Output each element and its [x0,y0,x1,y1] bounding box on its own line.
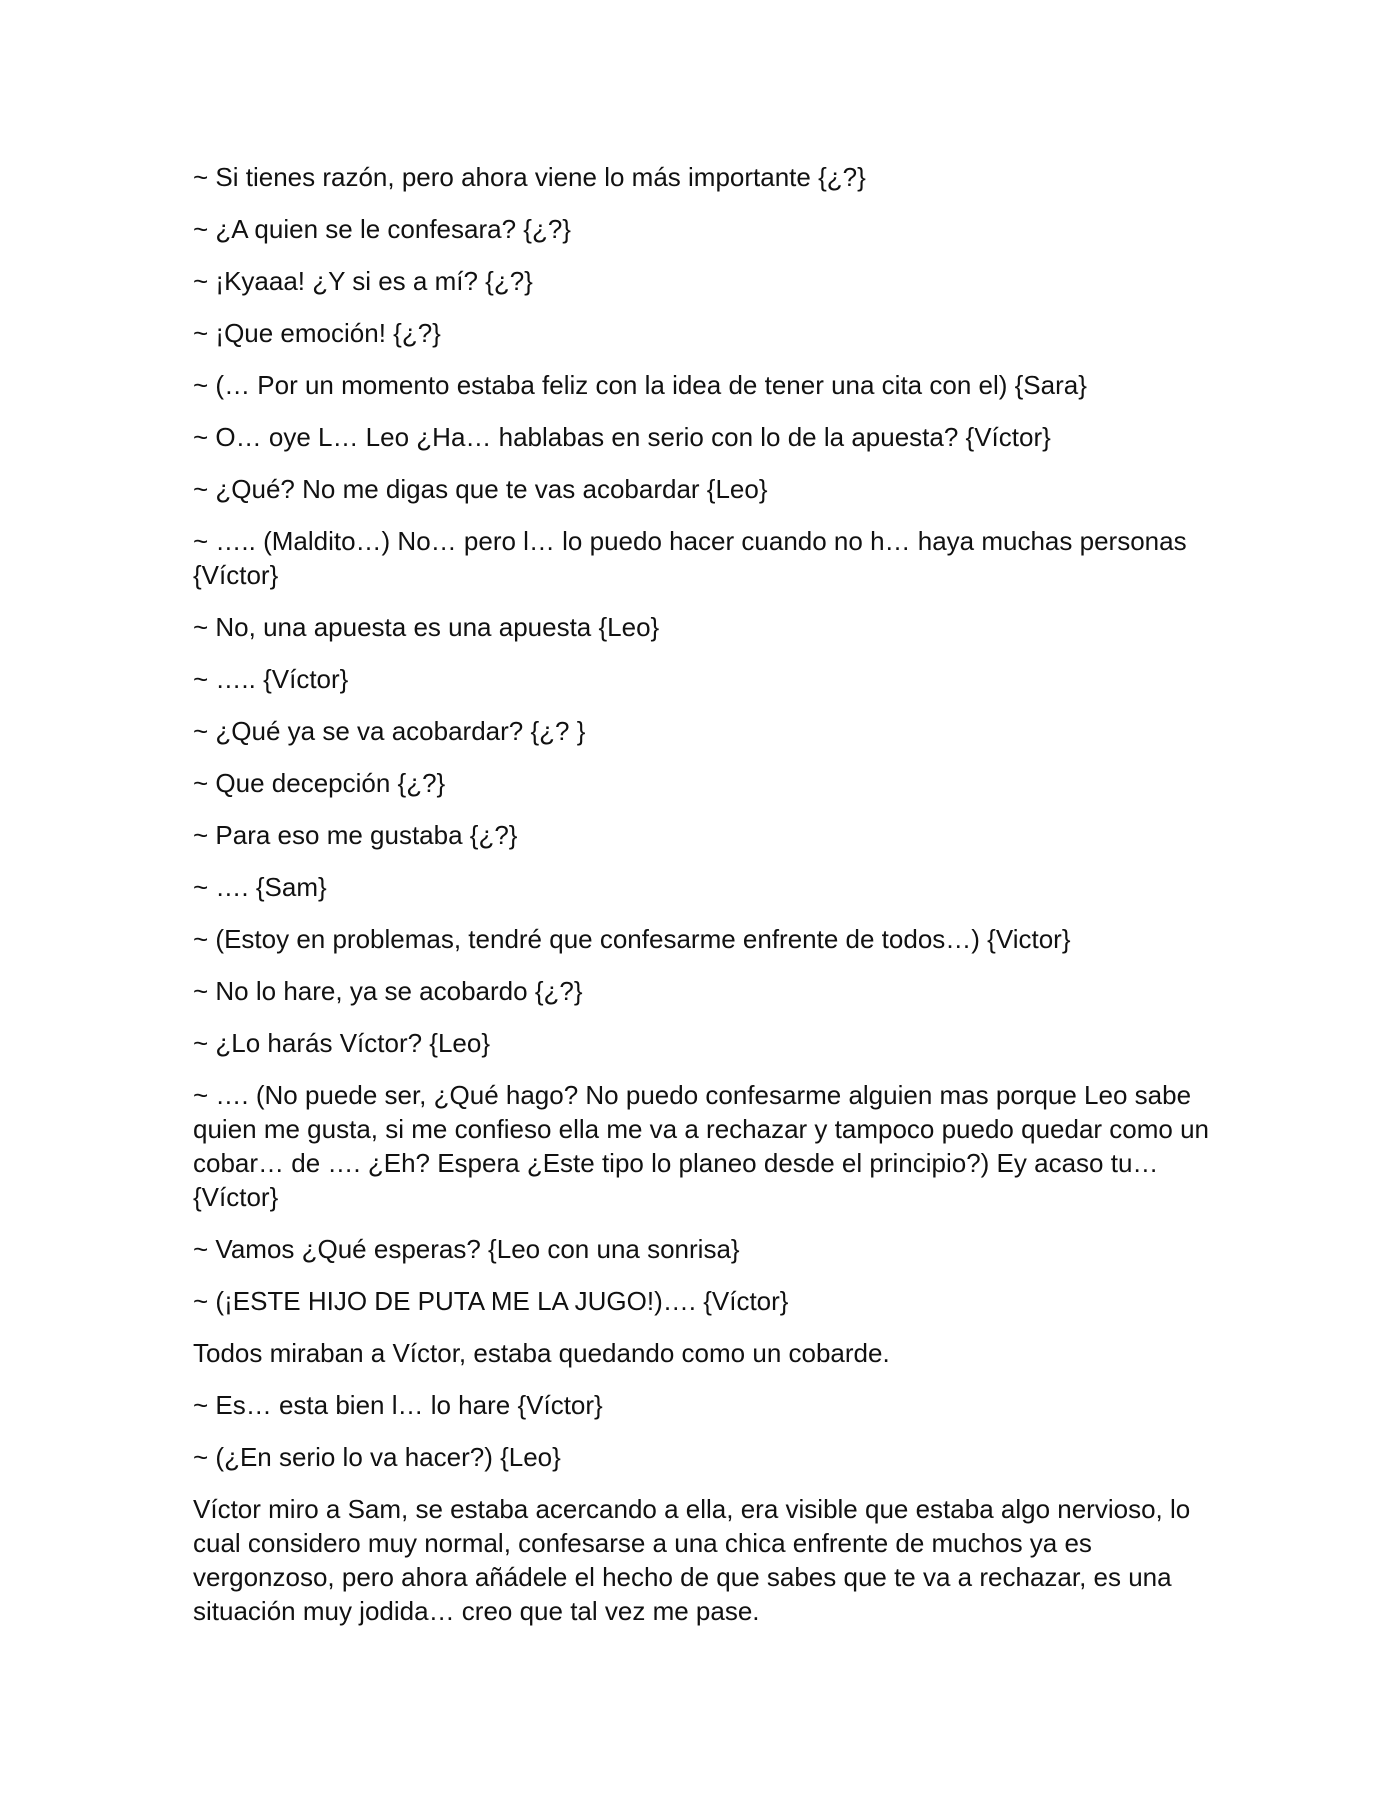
paragraph: ~ (¡ESTE HIJO DE PUTA ME LA JUGO!)…. {Víctor} [193,1286,789,1316]
paragraph: ~ ¿Qué? No me digas que te vas acobardar {Leo} [193,474,768,504]
paragraph: ~ Si tienes razón, pero ahora viene lo más importante {¿?} [193,162,866,192]
paragraph: ~ ¿Lo harás Víctor? {Leo} [193,1028,491,1058]
paragraph: ~ ¿Qué ya se va acobardar? {¿? } [193,716,586,746]
paragraph: Víctor miro a Sam, se estaba acercando a ella, era visible que estaba algo nervioso, lo cual considero muy normal, confesarse a una chica enfrente de muchos ya es vergonzoso, pero ahora añádele el hecho de que sabes que te va a rechazar, es una situación muy jodida… creo que tal vez me pase. [193,1494,1191,1626]
paragraph: ~ ¿A quien se le confesara? {¿?} [193,214,571,244]
paragraph: ~ O… oye L… Leo ¿Ha… hablabas en serio con lo de la apuesta? {Víctor} [193,422,1051,452]
paragraph: ~ Vamos ¿Qué esperas? {Leo con una sonrisa} [193,1234,740,1264]
paragraph: ~ Es… esta bien l… lo hare {Víctor} [193,1390,603,1420]
document-body [193,160,1213,1646]
paragraph: ~ ¡Que emoción! {¿?} [193,318,441,348]
paragraph: ~ …. (No puede ser, ¿Qué hago? No puedo confesarme alguien mas porque Leo sabe quien me gusta, si me confieso ella me va a rechazar y tampoco puedo quedar como un cobar… de …. ¿Eh? Espera ¿Este tipo lo planeo desde el principio?) Ey acaso tu… {Víctor} [193,1080,1210,1212]
paragraph: ~ ¡Kyaaa! ¿Y si es a mí? {¿?} [193,266,533,296]
paragraph: ~ ….. {Víctor} [193,664,349,694]
paragraph: ~ No lo hare, ya se acobardo {¿?} [193,976,583,1006]
paragraph: ~ No, una apuesta es una apuesta {Leo} [193,612,660,642]
paragraph: ~ (Estoy en problemas, tendré que confesarme enfrente de todos…) {Victor} [193,924,1071,954]
paragraph: ~ …. {Sam} [193,872,327,902]
paragraph: ~ ….. (Maldito…) No… pero l… lo puedo hacer cuando no h… haya muchas personas {Víctor} [193,526,1187,590]
paragraph: Todos miraban a Víctor, estaba quedando como un cobarde. [193,1338,890,1368]
paragraph: ~ (¿En serio lo va hacer?) {Leo} [193,1442,561,1472]
paragraph: ~ Que decepción {¿?} [193,768,446,798]
paragraph: ~ Para eso me gustaba {¿?} [193,820,518,850]
paragraph: ~ (… Por un momento estaba feliz con la idea de tener una cita con el) {Sara} [193,370,1087,400]
